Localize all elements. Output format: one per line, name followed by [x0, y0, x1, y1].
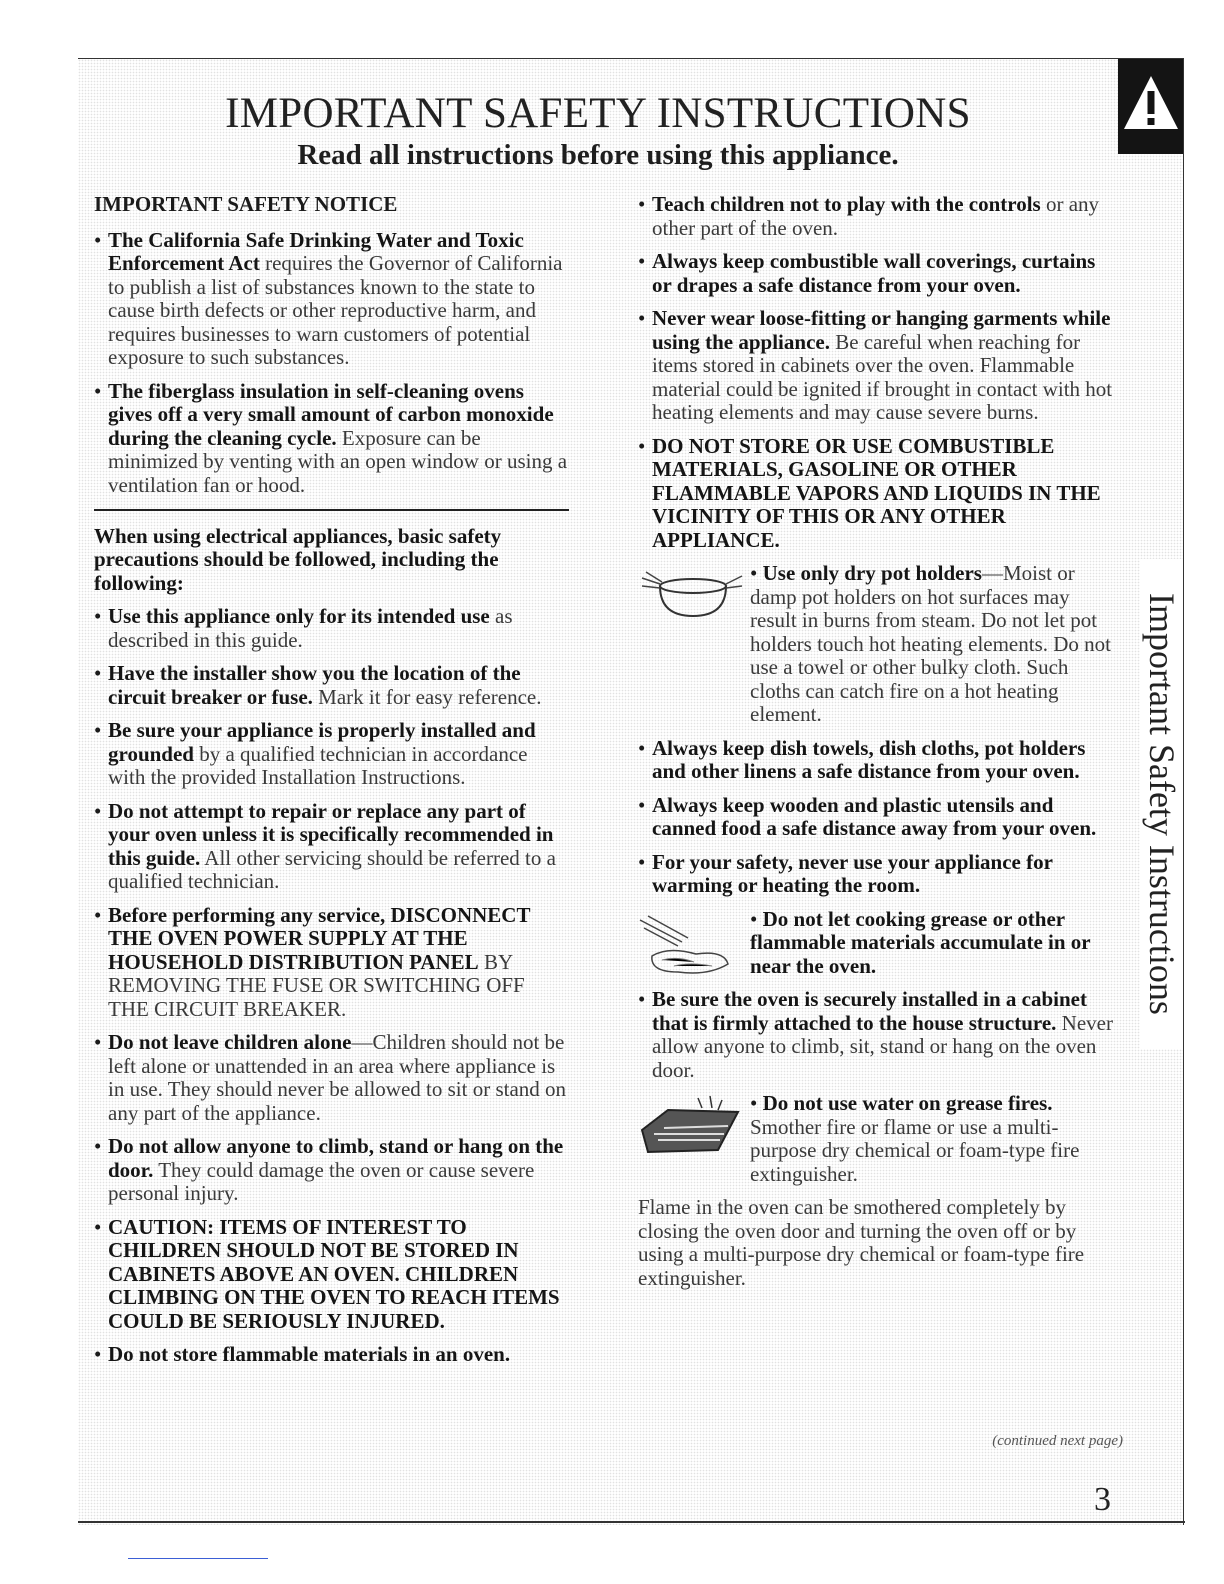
list-item: • CAUTION: ITEMS OF INTEREST TO CHILDREN SHOULD NOT BE STORED IN CABINETS ABOVE AN OVEN. CHILDREN CLIMBING ON THE OVEN TO REACH ITEMS COULD BE SERIOUSLY INJURED.	[94, 1214, 560, 1333]
grease-spill-icon	[638, 912, 733, 978]
fire-extinguish-icon	[638, 1094, 743, 1164]
list-item: • Never wear loose-fitting or hanging garments while using the appliance. Be careful when reaching for items stored in cabinets over the oven. Flammable material could be ignited if brought in contact with hot heating elements and may cause severe burns.	[638, 306, 1113, 424]
warning-badge	[1118, 59, 1183, 154]
list-item: • Have the installer show you the location of the circuit breaker or fuse. Mark it for easy reference.	[94, 661, 542, 709]
list-item: • Be sure your appliance is properly installed and grounded by a qualified technician in accordance with the provided Installation Instructions.	[94, 718, 536, 789]
page	[78, 58, 1184, 1525]
list-item: • Do not leave children alone—Children should not be left alone or unattended in an area where appliance is in use. They should never be allowed to sit or stand on any part of the appliance.	[94, 1030, 567, 1125]
grease-item: • Do not let cooking grease or other flammable materials accumulate in or near the oven.	[638, 908, 1120, 979]
divider	[94, 509, 569, 511]
list-item: • The California Safe Drinking Water and Toxic Enforcement Act requires the Governor of California to publish a list of substances known to the state to cause birth defects or other reproductive harm, and requires businesses to warn customers of potential exposure to such substances.	[94, 227, 563, 369]
list-item: • Teach children not to play with the controls or any other part of the oven.	[638, 192, 1100, 240]
list-item: • Do not store flammable materials in an oven.	[94, 1342, 511, 1366]
page-number: 3	[1094, 1481, 1111, 1518]
grease-fire-item: • Do not use water on grease fires. Smother fire or flame or use a multi-purpose dry chemical or foam-type fire extinguisher.	[638, 1092, 1120, 1186]
pot-icon	[638, 564, 743, 626]
list-item: • Use this appliance only for its intended use as described in this guide.	[94, 604, 513, 652]
list-item: • DO NOT STORE OR USE COMBUSTIBLE MATERIALS, GASOLINE OR OTHER FLAMMABLE VAPORS AND LIQUIDS IN THE VICINITY OF THIS OR ANY OTHER APPLIANCE.	[638, 433, 1101, 552]
list-item: • For your safety, never use your appliance for warming or heating the room.	[638, 849, 1053, 897]
notice-heading: IMPORTANT SAFETY NOTICE	[94, 192, 398, 216]
warning-triangle-icon	[1121, 73, 1181, 133]
list-item: • Always keep wooden and plastic utensils and canned food a safe distance away from your oven.	[638, 792, 1097, 840]
side-tab-label: Important Safety Instructions	[1142, 593, 1182, 1015]
continued-note: (continued next page)	[992, 1433, 1123, 1449]
list-item: • Before performing any service, DISCONNECT THE OVEN POWER SUPPLY AT THE HOUSEHOLD DISTRIBUTION PANEL BY REMOVING THE FUSE OR SWITCHING OFF THE CIRCUIT BREAKER.	[94, 902, 531, 1021]
list-item: • Do not attempt to repair or replace any part of your oven unless it is specifically recommended in this guide. All other servicing should be referred to a qualified technician.	[94, 798, 556, 893]
list-item: • Always keep combustible wall coverings, curtains or drapes a safe distance from your oven.	[638, 249, 1096, 297]
list-item: • Do not allow anyone to climb, stand or hang on the door. They could damage the oven or cause severe personal injury.	[94, 1134, 564, 1205]
page-subtitle: Read all instructions before using this appliance.	[297, 139, 899, 171]
side-tab	[1140, 559, 1183, 1049]
list-item: • Be sure the oven is securely installed in a cabinet that is firmly attached to the house structure. Never allow anyone to climb, sit, stand or hang on the oven door.	[638, 987, 1113, 1082]
flame-text: Flame in the oven can be smothered completely by closing the oven door and turning the oven off or by using a multi-purpose dry chemical or foam-type fire extinguisher.	[638, 1195, 1085, 1290]
page-title: IMPORTANT SAFETY INSTRUCTIONS	[225, 90, 971, 137]
potholder-item: • Use only dry pot holders—Moist or damp pot holders on hot surfaces may result in burns from steam. Do not let pot holders touch hot heating elements. Do not use a towel or other bulky cloth. Such cloths can catch fire on a hot heating element.	[638, 562, 1120, 727]
right-column	[638, 193, 1120, 1300]
list-item: • The fiberglass insulation in self-cleaning ovens gives off a very small amount of carbon monoxide during the cleaning cycle. Exposure can be minimized by venting with an open window or using a ventilation fan or hood.	[94, 378, 568, 497]
list-item: • Always keep dish towels, dish cloths, pot holders and other linens a safe distance from your oven.	[638, 735, 1086, 783]
bottom-rule	[78, 1521, 1185, 1523]
edge-mark	[128, 1558, 268, 1559]
precautions-heading: When using electrical appliances, basic safety precautions should be followed, including the following:	[94, 523, 502, 595]
left-column	[94, 193, 569, 1377]
